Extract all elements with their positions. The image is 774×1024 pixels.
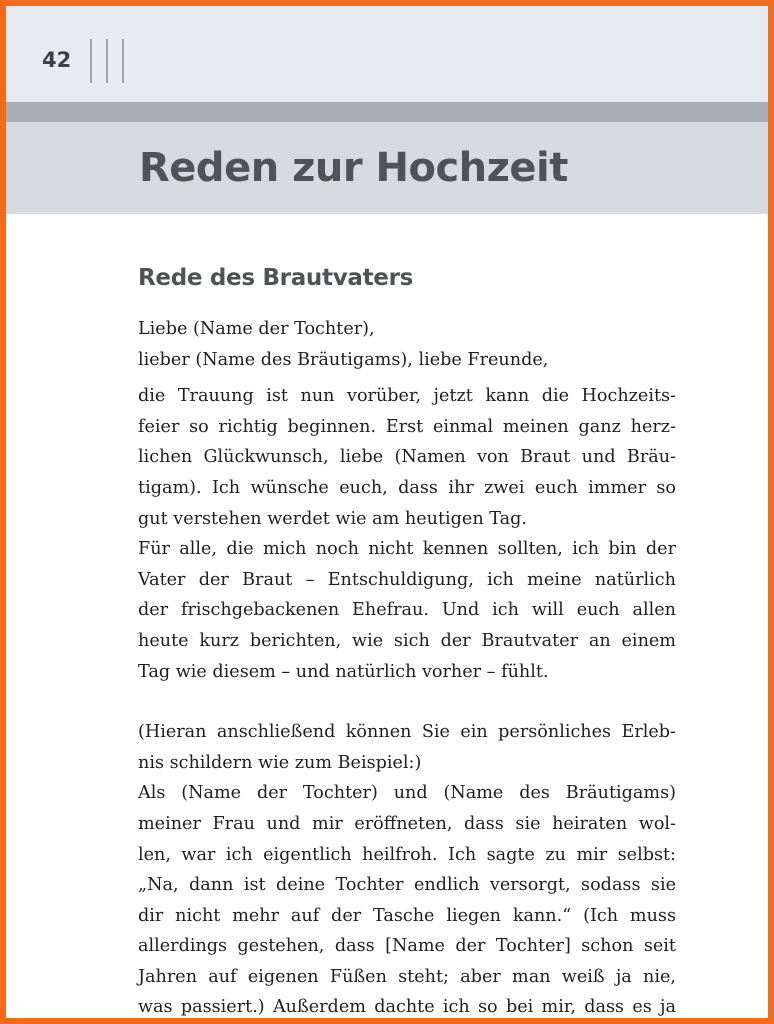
text-line: Tag wie diesem – und natürlich vorher – fühlt. (138, 661, 549, 682)
text-line: len, war ich eigentlich heilfroh. Ich sagte zu mir selbst: (138, 844, 676, 865)
text-line: Jahren auf eigenen Füßen steht; aber man weiß ja nie, (138, 966, 676, 987)
text-line: Als (Name der Tochter) und (Name des Bräutigams) (138, 783, 676, 804)
paragraph (138, 381, 676, 687)
page-header-band (6, 6, 768, 102)
text-line: dir nicht mehr auf der Tasche liegen kann.“ (Ich muss (138, 905, 676, 926)
text-line: feier so richtig beginnen. Erst einmal meinen ganz herz- (138, 416, 676, 437)
text-line: meiner Frau und mir eröffneten, dass sie heiraten wol- (138, 813, 676, 834)
text-line: Vater der Braut – Entschuldigung, ich meine natürlich (138, 569, 676, 590)
text-line: nis schildern wie zum Beispiel:) (138, 752, 422, 773)
salutation-line: lieber (Name des Bräutigams), liebe Freunde, (138, 349, 549, 370)
page-content (138, 262, 676, 1023)
text-line: die Trauung ist nun vorüber, jetzt kann die Hochzeits- (138, 386, 676, 407)
text-line: (Hieran anschließend können Sie ein persönliches Erleb- (138, 722, 676, 743)
text-line: allerdings gestehen, dass [Name der Tochter] schon seit (138, 936, 676, 957)
text-line: „Na, dann ist deine Tochter endlich versorgt, sodass sie (138, 875, 676, 896)
text-line: tigam). Ich wünsche euch, dass ihr zwei euch immer so (138, 477, 676, 498)
text-line: was passiert.) Außerdem dachte ich so bei mir, dass es ja (138, 997, 676, 1018)
header-divider-bar (106, 39, 108, 83)
header-accent-strip (6, 102, 768, 122)
section-heading: Rede des Brautvaters (138, 265, 414, 291)
header-divider-bar (90, 39, 92, 83)
text-line: heute kurz berichten, wie sich der Brautvater an einem (138, 630, 676, 651)
text-line: Für alle, die mich noch nicht kennen sollten, ich bin der (138, 539, 676, 560)
salutation (138, 314, 676, 375)
paragraph-gap (138, 687, 676, 717)
page-number: 42 (42, 48, 72, 72)
text-line: der frischgebackenen Ehefrau. Und ich will euch allen (138, 600, 676, 621)
text-line: lichen Glückwunsch, liebe (Namen von Braut und Bräu- (138, 447, 676, 468)
salutation-line: Liebe (Name der Tochter), (138, 319, 375, 339)
chapter-title: Reden zur Hochzeit (139, 145, 568, 191)
header-divider-bar (122, 39, 124, 83)
text-line: gut verstehen werdet wie am heutigen Tag. (138, 508, 527, 529)
paragraph (138, 717, 676, 1023)
